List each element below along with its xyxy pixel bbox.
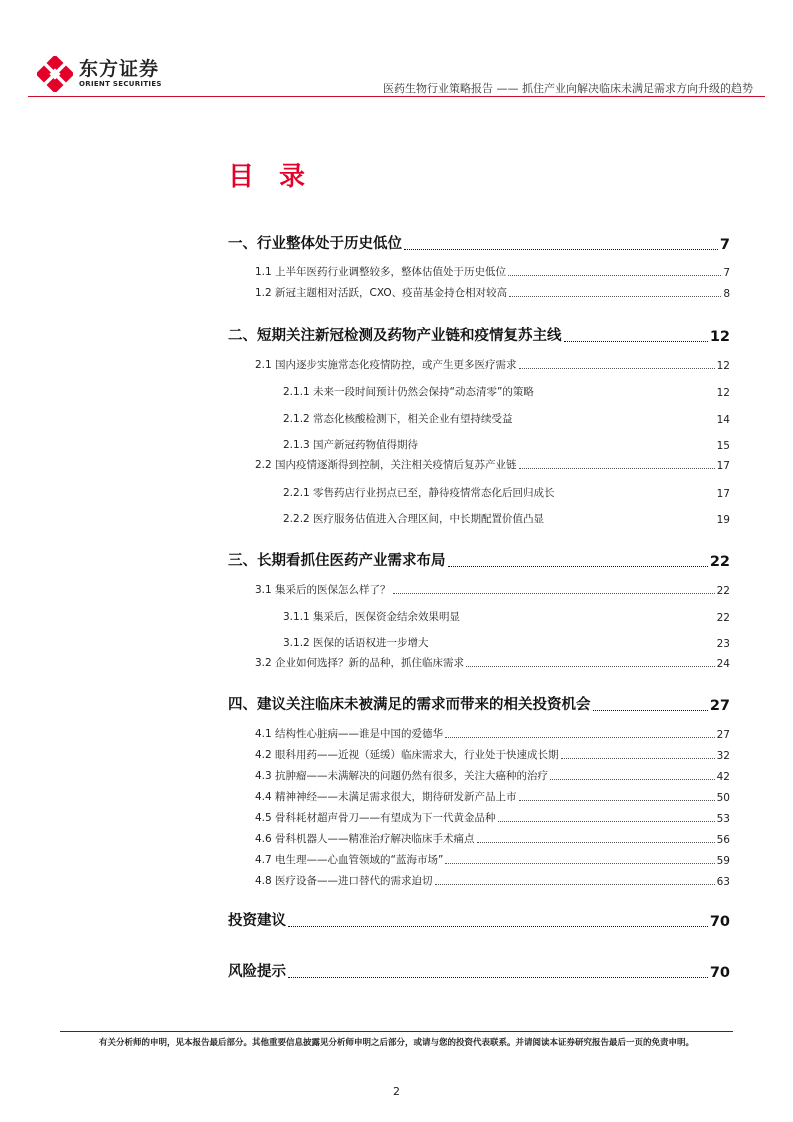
page-number: 2: [393, 1085, 400, 1098]
toc-leader: [431, 646, 715, 647]
toc-leader: [477, 842, 715, 843]
toc-entry-level1[interactable]: [228, 909, 730, 930]
logo-diamond-icon: [37, 56, 73, 92]
toc-leader: [448, 566, 708, 567]
toc-leader: [519, 468, 715, 469]
toc-leader: [519, 368, 715, 369]
logo-english-name: ORIENT SECURITIES: [79, 80, 162, 88]
toc-label: 风险提示: [228, 964, 286, 980]
toc-entry-level1[interactable]: [228, 549, 730, 570]
toc-label: 4.2 眼科用药——近视（延缓）临床需求大，行业处于快速成长期: [255, 749, 559, 761]
toc-label: 3.1.1 集采后，医保资金结余效果明显: [283, 611, 461, 623]
toc-page: 8: [723, 288, 730, 300]
toc-label: 4.8 医疗设备——进口替代的需求迫切: [255, 875, 433, 887]
toc-page: 12: [716, 387, 730, 399]
toc-heading: 目 录: [228, 162, 314, 192]
toc-label: 2.1 国内逐步实施常态化疫情防控，或产生更多医疗需求: [255, 359, 517, 371]
toc-entry-level2[interactable]: [255, 789, 730, 804]
toc-entry-level1[interactable]: [228, 232, 730, 253]
toc-label: 4.3 抗肿瘤——未满解决的问题仍然有很多，关注大癌种的治疗: [255, 770, 549, 782]
toc-entry-level1[interactable]: [228, 324, 730, 345]
toc-leader: [435, 884, 715, 885]
report-title: 医药生物行业策略报告 —— 抓住产业向解决临床未满足需求方向升级的趋势: [383, 82, 753, 95]
toc-leader: [550, 779, 715, 780]
toc-entry-level2[interactable]: [255, 810, 730, 825]
toc-entry-level2[interactable]: [255, 264, 730, 279]
toc-entry-level2[interactable]: [255, 768, 730, 783]
toc-page: 32: [716, 750, 730, 762]
toc-label: 1.1 上半年医药行业调整较多，整体估值处于历史低位: [255, 266, 507, 278]
toc-page: 19: [716, 514, 730, 526]
toc-leader: [557, 496, 715, 497]
toc-leader: [288, 977, 708, 978]
toc-page: 22: [716, 585, 730, 597]
toc-page: 27: [709, 698, 730, 714]
toc-leader: [445, 863, 714, 864]
logo-chinese-name: 东方证券: [79, 58, 160, 80]
toc-label: 3.1 集采后的医保怎么样了？: [255, 584, 391, 596]
toc-page: 23: [716, 638, 730, 650]
toc-label: 2.1.3 国产新冠药物值得期待: [283, 439, 419, 451]
toc-label: 4.5 骨科耗材超声骨刀——有望成为下一代黄金品种: [255, 812, 496, 824]
toc-entry-level2[interactable]: [255, 873, 730, 888]
toc-leader: [564, 341, 708, 342]
toc-page: 17: [716, 460, 730, 472]
toc-entry-level2[interactable]: [255, 831, 730, 846]
footer-divider: [60, 1031, 733, 1032]
toc-entry-level3[interactable]: [283, 485, 730, 500]
toc-leader: [546, 522, 715, 523]
toc-page: 12: [709, 329, 730, 345]
toc-leader: [288, 926, 708, 927]
toc-label: 2.2.2 医疗服务估值进入合理区间，中长期配置价值凸显: [283, 513, 545, 525]
toc-entry-level2[interactable]: [255, 852, 730, 867]
toc-page: 53: [716, 813, 730, 825]
toc-page: 22: [709, 554, 730, 570]
toc-leader: [509, 296, 721, 297]
toc-leader: [466, 666, 715, 667]
toc-label: 4.4 精神神经——未满足需求很大，期待研发新产品上市: [255, 791, 517, 803]
toc-leader: [508, 275, 721, 276]
toc-entry-level2[interactable]: [255, 582, 730, 597]
toc-page: 27: [716, 729, 730, 741]
toc-label: 4.1 结构性心脏病——谁是中国的爱德华: [255, 728, 444, 740]
toc-entry-level2[interactable]: [255, 457, 730, 472]
toc-leader: [445, 737, 715, 738]
toc-entry-level2[interactable]: [255, 357, 730, 372]
toc-label: 投资建议: [228, 913, 286, 929]
toc-page: 12: [716, 360, 730, 372]
toc-label: 1.2 新冠主题相对活跃，CXO、疫苗基金持仓相对较高: [255, 287, 508, 299]
toc-page: 22: [716, 612, 730, 624]
toc-entry-level3[interactable]: [283, 635, 730, 650]
toc-label: 3.2 企业如何选择？新的品种，抓住临床需求: [255, 657, 465, 669]
toc-page: 56: [716, 834, 730, 846]
toc-leader: [498, 821, 715, 822]
toc-page: 70: [709, 965, 730, 981]
toc-entry-level2[interactable]: [255, 655, 730, 670]
toc-leader: [561, 758, 715, 759]
toc-entry-level3[interactable]: [283, 411, 730, 426]
toc-page: 7: [723, 267, 730, 279]
toc-entry-level2[interactable]: [255, 726, 730, 741]
toc-page: 17: [716, 488, 730, 500]
toc-label: 三、长期看抓住医药产业需求布局: [228, 553, 446, 569]
toc-label: 四、建议关注临床未被满足的需求而带来的相关投资机会: [228, 697, 591, 713]
header-divider: [28, 96, 765, 97]
toc-page: 42: [716, 771, 730, 783]
toc-leader: [536, 395, 715, 396]
footer-disclaimer: 有关分析师的申明，见本报告最后部分。其他重要信息披露见分析师申明之后部分，或请与您的投资代表联系。并请阅读本证券研究报告最后一页的免责申明。: [98, 1038, 694, 1048]
toc-leader: [404, 249, 718, 250]
toc-label: 4.6 骨科机器人——精准治疗解决临床手术痛点: [255, 833, 475, 845]
toc-leader: [519, 800, 715, 801]
company-logo: [37, 56, 162, 92]
toc-leader: [462, 620, 715, 621]
toc-entry-level1[interactable]: [228, 960, 730, 981]
toc-entry-level1[interactable]: [228, 693, 730, 714]
toc-label: 2.2 国内疫情逐渐得到控制，关注相关疫情后复苏产业链: [255, 459, 517, 471]
toc-entry-level3[interactable]: [283, 437, 730, 452]
toc-label: 3.1.2 医保的话语权进一步增大: [283, 637, 429, 649]
toc-label: 一、行业整体处于历史低位: [228, 236, 402, 252]
toc-label: 4.7 电生理——心血管领域的“蓝海市场”: [255, 854, 444, 866]
toc-leader: [515, 422, 715, 423]
toc-entry-level2[interactable]: [255, 285, 730, 300]
toc-page: 24: [716, 658, 730, 670]
toc-page: 70: [709, 914, 730, 930]
toc-label: 2.2.1 零售药店行业拐点已至，静待疫情常态化后回归成长: [283, 487, 555, 499]
toc-page: 59: [716, 855, 730, 867]
toc-leader: [393, 593, 715, 594]
toc-entry-level3[interactable]: [283, 609, 730, 624]
toc-entry-level3[interactable]: [283, 511, 730, 526]
toc-entry-level2[interactable]: [255, 747, 730, 762]
toc-page: 7: [719, 237, 730, 253]
toc-label: 2.1.2 常态化核酸检测下，相关企业有望持续受益: [283, 413, 513, 425]
toc-page: 14: [716, 414, 730, 426]
toc-page: 63: [716, 876, 730, 888]
toc-label: 二、短期关注新冠检测及药物产业链和疫情复苏主线: [228, 328, 562, 344]
toc-label: 2.1.1 未来一段时间预计仍然会保持“动态清零”的策略: [283, 386, 534, 398]
toc-entry-level3[interactable]: [283, 384, 730, 399]
toc-page: 50: [716, 792, 730, 804]
toc-leader: [593, 710, 708, 711]
toc-leader: [420, 448, 715, 449]
toc-page: 15: [716, 440, 730, 452]
